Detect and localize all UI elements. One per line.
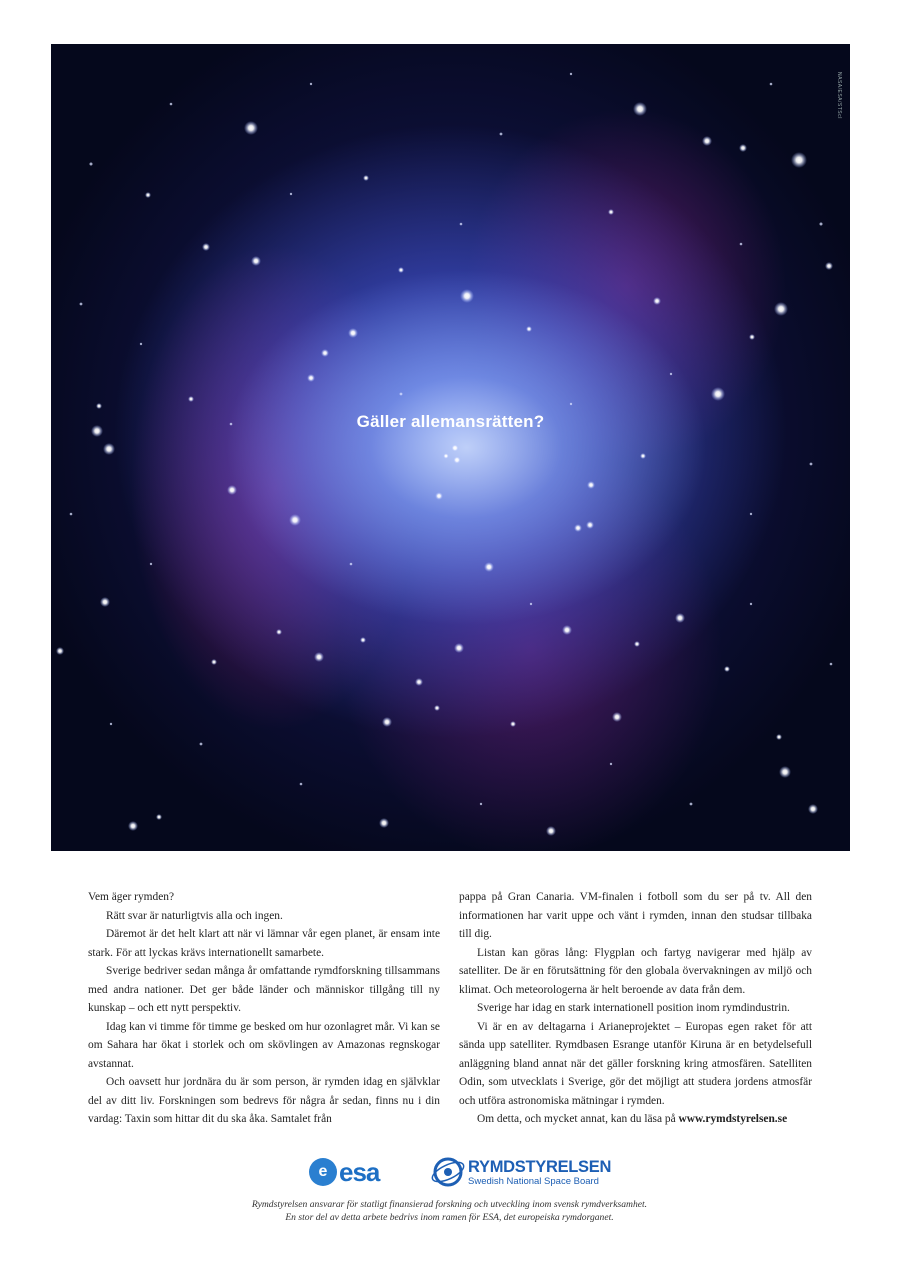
paragraph: Vi är en av deltagarna i Arianeprojektet – Europas egen raket för att sända upp satelliter. Rymdbasen Esrange utanför Kiruna är en betydelsefull anläggning bland annat när det gäller forskning kring atmosfären. Satelliten Odin, som utvecklats i Sverige, gör det möjligt att studera jordens atmosfär och utföra astronomiska mätningar i rymden. [459, 1020, 812, 1107]
paragraph: Idag kan vi timme för timme ge besked om hur ozonlagret mår. Vi kan se om Sahara har ökat i storlek och om skövlingen av Amazonas regnskogar avstannat. [88, 1020, 440, 1070]
paragraph: Sverige bedriver sedan många år omfattande rymdforskning tillsammans med andra nationer. Det ger både länder och människor tillgång till ny kunskap – och ett nytt perspektiv. [88, 965, 440, 1014]
paragraph: Sverige har idag en stark internationell position inom rymdindustrin. [477, 1002, 790, 1014]
rymdstyrelsen-wordmark: RYMDSTYRELSEN [468, 1157, 612, 1176]
stars [56, 102, 833, 836]
orbit-icon [430, 1154, 466, 1190]
paragraph: Vem äger rymden? [88, 891, 175, 903]
headline: Gäller allemansrätten? [356, 412, 545, 431]
paragraph: Listan kan göras lång: Flygplan och fartyg navigerar med hjälp av satelliter. De är en förutsättning för den globala övervakningen av miljö och klimat. Och meteorologerna är helt beroende av data från dem. [459, 946, 812, 996]
rymdstyrelsen-logo [430, 1152, 611, 1192]
footer-line: En stor del av detta arbete bedrivs inom ramen för ESA, det europeiska rymdorganet. [285, 1212, 614, 1223]
rymdstyrelsen-subtitle: Swedish National Space Board [468, 1175, 599, 1187]
nebula-image [51, 44, 850, 851]
closing-text: Om detta, och mycket annat, kan du läsa på [477, 1113, 676, 1125]
esa-mark-icon: e [309, 1158, 337, 1186]
closing-paragraph [459, 1110, 812, 1129]
logo-bar [0, 1148, 899, 1196]
star-field [51, 44, 850, 851]
paragraph: Däremot är det helt klart att när vi lämnar vår egen planet, är ensam inte stark. För att lyckas krävs internationellt samarbete. [88, 928, 440, 959]
paragraph: pappa på Gran Canaria. VM-finalen i fotboll som du ser på tv. All den informationen har varit uppe och vänt i rymden, innan den studsar tillbaka till dig. [459, 891, 812, 940]
website-link[interactable]: www.rymdstyrelsen.se [678, 1113, 788, 1125]
photo-credit: NASA/ESA/STScI [836, 72, 842, 120]
faint-stars [70, 73, 833, 806]
body-column-1 [88, 888, 440, 1129]
body-column-2 [459, 888, 812, 1129]
paragraph: Rätt svar är naturligtvis alla och ingen. [106, 909, 283, 922]
footer-line: Rymdstyrelsen ansvarar för statligt finansierad forskning och utveckling inom svensk rymdverksamhet. [251, 1199, 648, 1210]
paragraph: Och oavsett hur jordnära du är som person, är rymden idag en självklar del av ditt liv. Forskningen som bedrevs för några år sedan, finns nu i din vardag: Taxin som hittar dit du ska åka. Samtalet från [88, 1076, 440, 1125]
footer-note [0, 1198, 899, 1224]
esa-wordmark: esa [339, 1156, 380, 1187]
esa-logo [309, 1156, 379, 1188]
